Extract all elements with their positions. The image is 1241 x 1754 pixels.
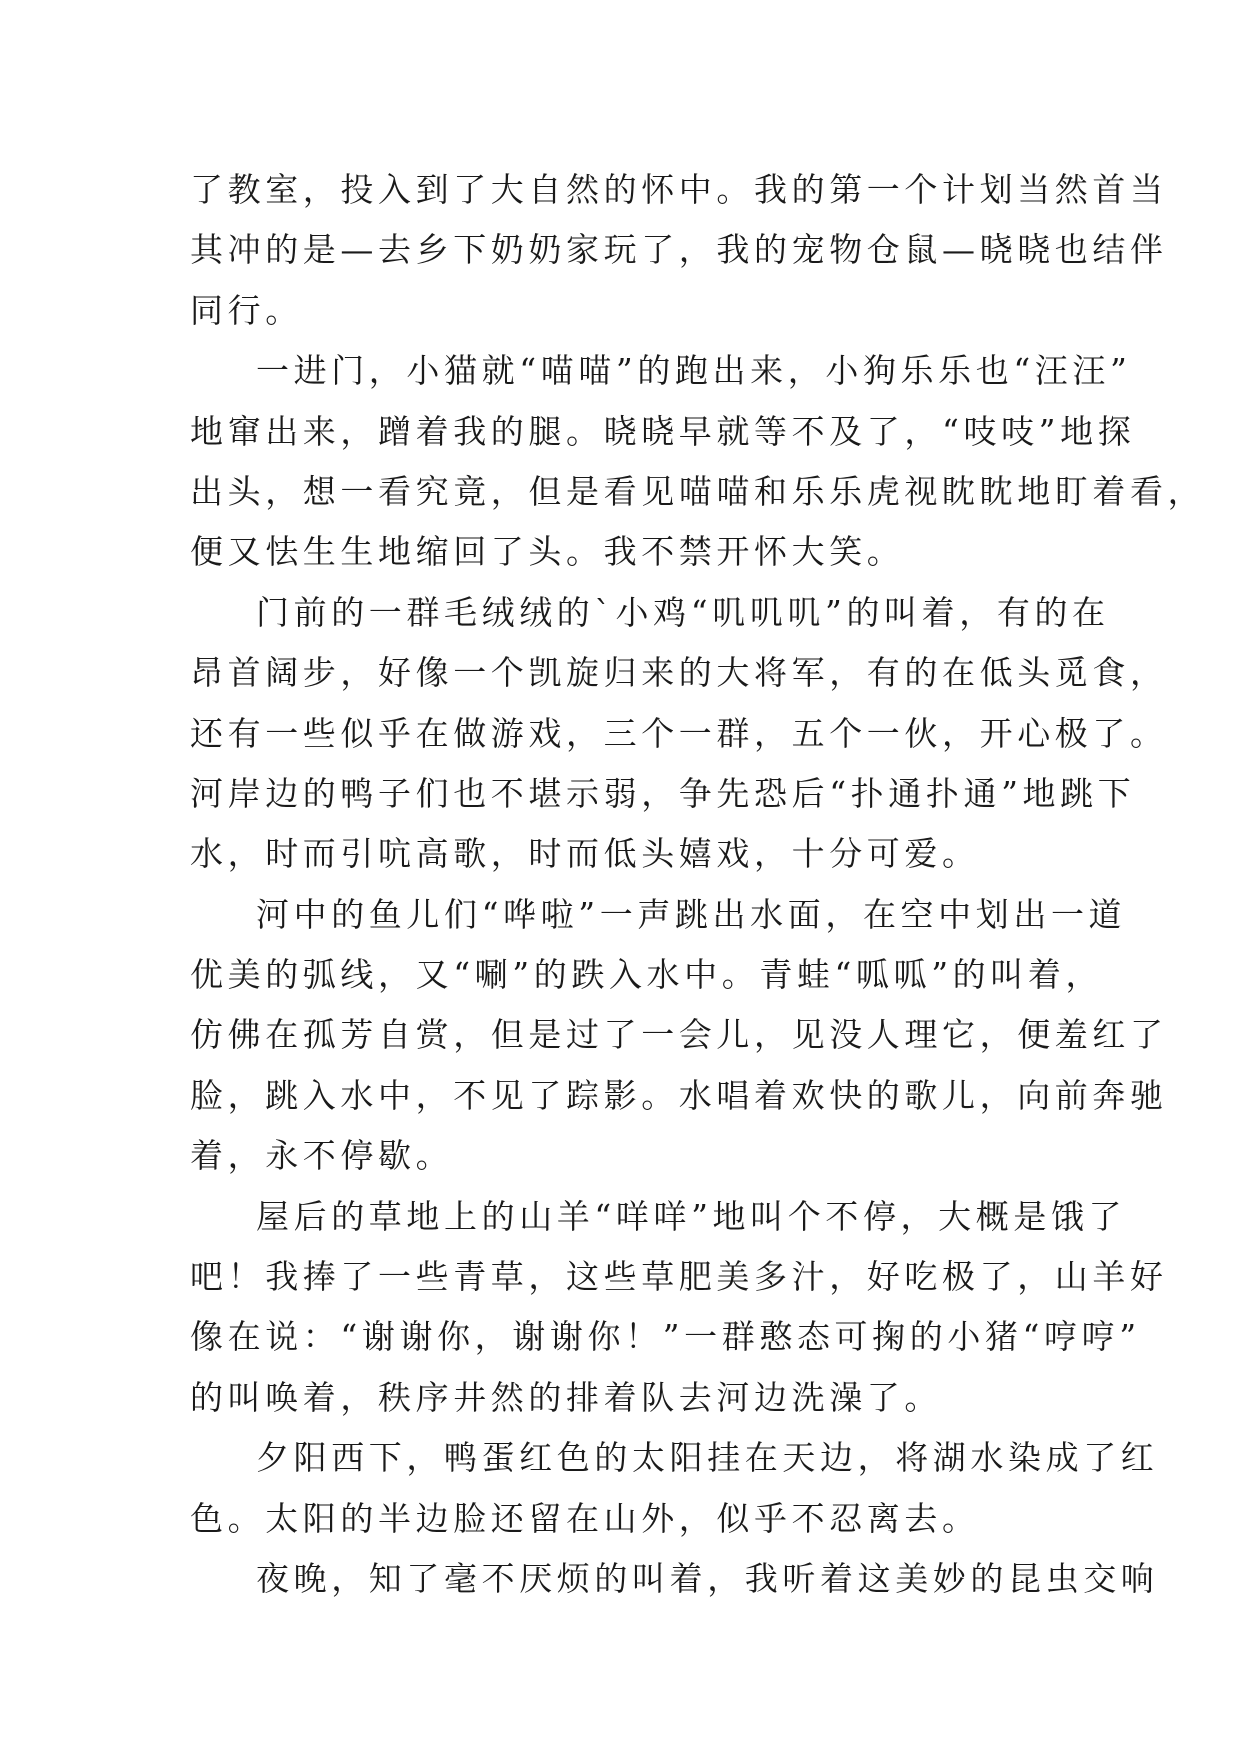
essay-body [190,160,1206,1609]
paragraph-first-line: 夜晚，知了毫不厌烦的叫着，我听着这美妙的昆虫交响 [256,1558,1159,1598]
text-line: 水，时而引吭高歌，时而低头嬉戏，十分可爱。 [190,834,980,874]
text-line: 像在说：“谢谢你，谢谢你！”一群憨态可掬的小猪“哼哼” [190,1317,1141,1357]
paragraph-first-line: 一进门，小猫就“喵喵”的跑出来，小狗乐乐也“汪汪” [256,351,1132,391]
text-line: 还有一些似乎在做游戏，三个一群，五个一伙，开心极了。 [190,713,1168,753]
text-line: 出头，想一看究竟，但是看见喵喵和乐乐虎视眈眈地盯着看， [190,471,1206,511]
text-line: 了教室，投入到了大自然的怀中。我的第一个计划当然首当 [190,170,1168,209]
paragraph-first-line: 门前的一群毛绒绒的`小鸡“叽叽叽”的叫着，有的在 [256,592,1110,632]
paragraph-first-line: 屋后的草地上的山羊“咩咩”地叫个不停，大概是饿了 [256,1196,1127,1236]
text-line: 地窜出来，蹭着我的腿。晓晓早就等不及了，“吱吱”地探 [190,411,1136,451]
text-line: 优美的弧线，又“唰”的跌入水中。青蛙“呱呱”的叫着， [190,955,1104,995]
text-line: 同行。 [190,290,303,330]
paragraph-first-line: 夕阳西下，鸭蛋红色的太阳挂在天边，将湖水染成了红 [256,1438,1159,1478]
text-line: 着，永不停歇。 [190,1136,454,1176]
text-line: 仿佛在孤芳自赏，但是过了一会儿，见没人理它，便羞红了 [190,1015,1168,1055]
paragraph-first-line: 河中的鱼儿们“哗啦”一声跳出水面，在空中划出一道 [256,894,1127,934]
text-line: 的叫唤着，秩序井然的排着队去河边洗澡了。 [190,1377,942,1417]
text-line: 便又怯生生地缩回了头。我不禁开怀大笑。 [190,532,905,572]
text-line: 脸，跳入水中，不见了踪影。水唱着欢快的歌儿，向前奔驰 [190,1075,1168,1115]
text-line: 吧！我捧了一些青草，这些草肥美多汁，好吃极了，山羊好 [190,1257,1168,1297]
text-line: 昂首阔步，好像一个凯旋归来的大将军，有的在低头觅食， [190,653,1168,693]
text-line: 河岸边的鸭子们也不堪示弱，争先恐后“扑通扑通”地跳下 [190,773,1136,813]
text-line: 其冲的是—去乡下奶奶家玩了，我的宠物仓鼠—晓晓也结伴 [190,230,1168,270]
text-line: 色。太阳的半边脸还留在山外，似乎不忍离去。 [190,1498,980,1538]
